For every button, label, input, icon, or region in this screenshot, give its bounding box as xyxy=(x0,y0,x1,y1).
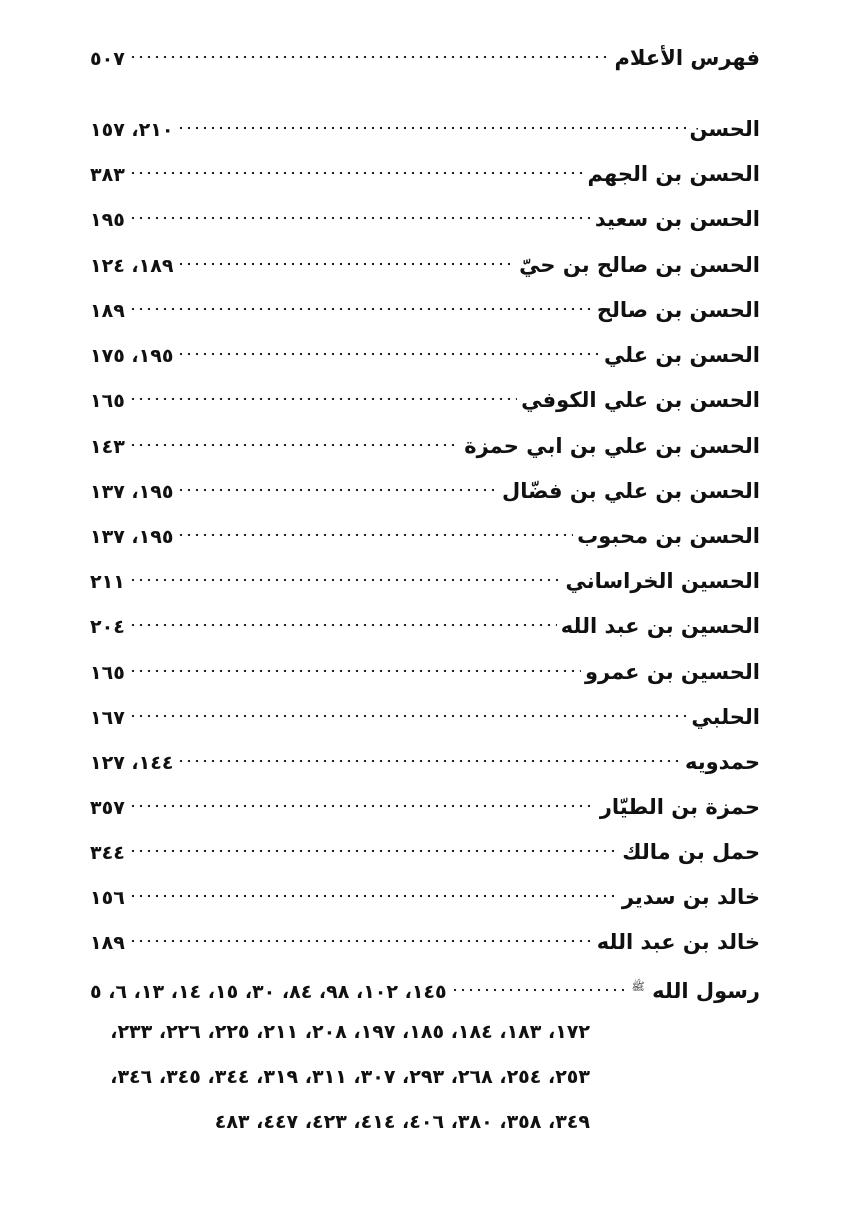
entry-name: حمدويه xyxy=(684,750,760,774)
leader-dots xyxy=(129,714,688,718)
entry-pages: ١٩٥ xyxy=(90,209,125,231)
entry-pages: ٣٤٤ xyxy=(90,842,125,864)
index-entry xyxy=(90,247,760,283)
leader-dots xyxy=(129,894,618,898)
honorific-glyph: ﷺ xyxy=(631,980,645,993)
leader-dots xyxy=(129,397,517,401)
leader-dots xyxy=(177,262,515,266)
index-entry xyxy=(90,473,760,509)
leader-dots xyxy=(177,759,681,763)
leader-dots xyxy=(129,443,460,447)
index-entry xyxy=(90,608,760,644)
entry-pages: ١٩٥، ١٧٥ xyxy=(90,345,174,367)
entry-pages: ١٤٤، ١٢٧ xyxy=(90,752,174,774)
leader-dots xyxy=(129,171,584,175)
leader-dots xyxy=(129,849,619,853)
index-entry xyxy=(90,789,760,825)
entry-name: الحسن بن علي بن فضّال xyxy=(501,479,760,503)
index-entry xyxy=(90,834,760,870)
entry-name: الحسن بن صالح بن حيّ xyxy=(519,253,760,277)
entry-name: الحسن بن الجهم xyxy=(587,162,760,186)
entry-pages: ٣٨٣ xyxy=(90,164,125,186)
leader-dots xyxy=(129,578,562,582)
entry-name xyxy=(632,969,760,1009)
continuation-line: ٢٥٣، ٢٥٤، ٢٦٨، ٢٩٣، ٣٠٧، ٣١١، ٣١٩، ٣٤٤، ٣٤٥، ٣٤٦، xyxy=(110,1066,590,1088)
index-entry xyxy=(90,382,760,418)
index-entry xyxy=(90,879,760,915)
entry-name-text: رسول الله xyxy=(652,979,760,1003)
entry-pages: ٢١١ xyxy=(90,571,125,593)
entry-pages: ١٦٥ xyxy=(90,662,125,684)
index-entry xyxy=(90,699,760,735)
entry-pages: ١٤٥، ١٠٢، ٩٨، ٨٤، ٣٠، ١٥، ١٤، ١٣، ٦، ٥ xyxy=(90,981,447,1003)
entry-name: خالد بن عبد الله xyxy=(596,930,760,954)
entry-name: الحلبي xyxy=(691,705,760,729)
entry-name: الحسين بن عبد الله xyxy=(560,614,760,638)
index-entry xyxy=(90,156,760,192)
entry-pages: ٢١٠، ١٥٧ xyxy=(90,119,174,141)
header-page-number: ٥٠٧ xyxy=(90,48,125,70)
entry-name: الحسين بن عمرو xyxy=(584,660,760,684)
index-entry xyxy=(90,518,760,554)
index-entry xyxy=(90,744,760,780)
entry-name: الحسن بن علي بن ابي حمزة xyxy=(464,434,760,458)
running-header xyxy=(90,40,760,76)
leader-dots xyxy=(451,988,628,992)
entry-name: حمل بن مالك xyxy=(622,840,760,864)
leader-dots xyxy=(177,352,600,356)
leader-dots xyxy=(129,623,557,627)
leader-dots xyxy=(129,939,593,943)
continuation-line: ١٧٢، ١٨٣، ١٨٤، ١٨٥، ١٩٧، ٢٠٨، ٢١١، ٢٢٥، ٢٢٦، ٢٣٣، xyxy=(110,1021,590,1043)
entry-name: الحسن بن سعيد xyxy=(594,207,760,231)
index-entry xyxy=(90,111,760,147)
index-entry xyxy=(90,924,760,960)
leader-dots xyxy=(177,488,498,492)
leader-dots xyxy=(129,307,593,311)
entry-pages: ٢٠٤ xyxy=(90,616,125,638)
entry-pages: ١٤٣ xyxy=(90,436,125,458)
index-entry xyxy=(90,292,760,328)
leader-dots xyxy=(177,126,685,130)
entry-name: الحسن بن محبوب xyxy=(577,524,760,548)
entry-pages: ١٨٩، ١٢٤ xyxy=(90,255,174,277)
index-entry xyxy=(90,428,760,464)
leader-dots xyxy=(129,55,611,59)
entry-name: الحسن بن علي xyxy=(603,343,760,367)
entry-name: حمزة بن الطيّار xyxy=(599,795,760,819)
entry-name: خالد بن سدير xyxy=(621,885,760,909)
entry-pages: ١٨٩ xyxy=(90,300,125,322)
leader-dots xyxy=(129,216,591,220)
index-entry xyxy=(90,969,760,1005)
leader-dots xyxy=(129,804,596,808)
entry-name: الحسين الخراساني xyxy=(565,569,760,593)
entry-name: الحسن xyxy=(689,117,760,141)
leader-dots xyxy=(129,669,581,673)
entry-pages: ١٦٥ xyxy=(90,390,125,412)
entry-pages: ١٩٥، ١٣٧ xyxy=(90,481,174,503)
index-entry xyxy=(90,654,760,690)
index-entry xyxy=(90,201,760,237)
index-entry xyxy=(90,563,760,599)
index-entry xyxy=(90,337,760,373)
entry-name: الحسن بن صالح xyxy=(596,298,760,322)
entry-name: الحسن بن علي الكوفي xyxy=(521,388,760,412)
entry-pages: ٣٥٧ xyxy=(90,797,125,819)
continuation-line: ٣٤٩، ٣٥٨، ٣٨٠، ٤٠٦، ٤١٤، ٤٢٣، ٤٤٧، ٤٨٣ xyxy=(214,1111,590,1133)
entry-pages: ١٦٧ xyxy=(90,707,125,729)
entry-pages: ١٩٥، ١٣٧ xyxy=(90,526,174,548)
leader-dots xyxy=(177,533,573,537)
header-title: فهرس الأعلام xyxy=(614,46,760,70)
entry-pages: ١٥٦ xyxy=(90,887,125,909)
entry-pages: ١٨٩ xyxy=(90,932,125,954)
